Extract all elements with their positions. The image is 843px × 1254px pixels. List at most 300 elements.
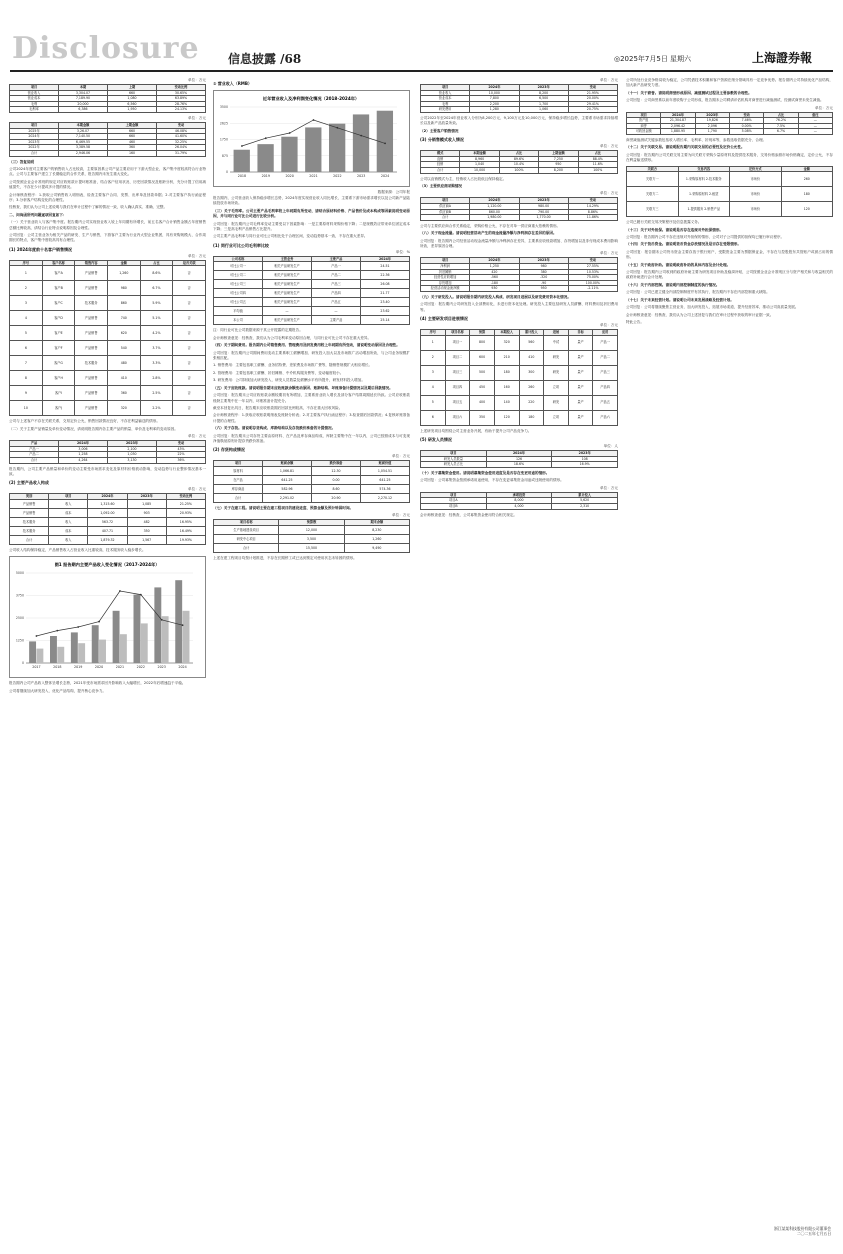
table-row	[10, 266, 206, 281]
table-cell: 8,200	[519, 90, 568, 96]
table-row	[627, 202, 833, 217]
table-cell: 410	[519, 350, 544, 365]
chart-1-svg	[10, 557, 205, 677]
table-caption: (1) 2024年度前十名客户销售情况	[9, 246, 72, 252]
table-cell: 产品二	[312, 271, 361, 280]
table-cell: 5	[10, 326, 43, 341]
line-point	[313, 119, 315, 121]
table-cell: 89.6%	[499, 156, 538, 162]
table-cell: 88.4%	[578, 156, 617, 162]
table-cell: 1,030	[108, 452, 157, 458]
table-cell: 成本	[49, 527, 88, 536]
table-header-cell: 累计投入	[552, 492, 618, 498]
table-header-cell: 2024年	[470, 198, 519, 204]
table-header-cell: 上期金额	[539, 151, 578, 157]
table-header-cell: 承诺投资	[486, 492, 552, 498]
table-cell: 23.40	[361, 298, 410, 307]
paragraph: 公司回复：公司主营业务为相关产品的研发、生产与销售，下游客户主要为行业内大型企业集团，具有采购规模大、合作周期长的特点，客户集中度较高具有合理性。	[9, 233, 206, 243]
paragraph: （3）主要供应商采购情况	[420, 183, 463, 188]
table-cell: 600	[470, 350, 495, 365]
paragraph: 二、问询函所列问题逐项回复如下：	[9, 212, 67, 217]
table-cell: 1,790	[695, 129, 729, 135]
table-header-cell: 占比	[499, 151, 538, 157]
table-cell: 4	[421, 380, 446, 395]
table-cell: 收入	[49, 536, 88, 545]
table-row	[627, 129, 833, 135]
table-header-cell: 公司名称	[214, 256, 263, 262]
table-cell: 生产基地建设项目	[214, 525, 279, 534]
table	[9, 440, 206, 463]
table-cell: 2,096.42	[661, 123, 695, 129]
table-cell: 21.25%	[166, 500, 205, 509]
table-cell: 10	[10, 401, 43, 416]
table-row	[10, 518, 206, 527]
table-cell: 经营性应收增加	[421, 275, 470, 281]
table-cell: 2022年	[10, 145, 59, 151]
paragraph: 公司将继续加大研发投入，优化产品结构，提升核心竞争力。	[9, 688, 107, 693]
table-cell: 930	[470, 286, 519, 292]
column-3	[420, 78, 618, 1240]
table-cell: 12,000	[279, 525, 344, 534]
table-cell: 950	[519, 286, 568, 292]
table-cell: 1,260	[344, 534, 409, 543]
table-header-cell: 主要产品	[312, 256, 361, 262]
bar	[183, 611, 190, 663]
paragraph: 会计师核查程序：1.获取应收账款明细表及账龄分析表；2.对主要客户执行函证程序；3.检查期后回款情况；4.复核坏账准备计提的合理性。	[213, 413, 410, 423]
table-cell: 合计	[421, 167, 460, 173]
table-cell: 项目B	[421, 503, 487, 509]
table-cell: 2,946.06	[59, 150, 108, 156]
table-cell: 1,258	[59, 452, 108, 458]
table-cell: 产品一	[312, 262, 361, 271]
table-cell: 毛利	[10, 101, 59, 107]
table-cell: 950	[539, 162, 578, 168]
table-unit: 单位：万元	[600, 78, 618, 82]
table-cell: 客户C	[42, 296, 75, 311]
x-tick-label: 2020	[94, 665, 104, 670]
table-unit: 单位：万元	[188, 78, 206, 82]
table-cell: 研发人员数量	[421, 456, 487, 462]
table-caption: (2) 存货构成情况	[213, 447, 245, 453]
table-header-cell: 占比	[578, 151, 617, 157]
table-cell: 3,304.07	[59, 90, 108, 96]
paragraph: 公司回复：报告期末公司存货主要由原材料、在产品及库存商品构成，库龄主要集中在一年以内，公司已按照成本与可变现净值孰低原则计提存货跌价准备。	[213, 433, 410, 443]
table-row	[10, 458, 206, 464]
table-cell: 8,230	[344, 525, 409, 534]
table-cell: 净利润	[421, 263, 470, 269]
paragraph: 公司回复：公司将继续聚焦主营业务，加大研发投入，拓展市场渠道，提升经营效率，推动公司高质量发展。	[626, 305, 799, 310]
table-header-cell: 2023年	[519, 85, 568, 91]
table-header-cell: 变动比例	[157, 85, 206, 91]
table	[626, 166, 833, 218]
table-cell: 1,250	[470, 263, 519, 269]
table-cell: 营业成本	[421, 96, 470, 102]
table-header-cell: 进展	[544, 330, 569, 336]
table-cell: 立项	[544, 410, 569, 425]
table-cell: 980.00	[519, 203, 568, 209]
bar	[162, 617, 169, 664]
table-cell: 5	[421, 395, 446, 410]
paragraph: （八）关于现金流量。请说明经营活动产生的现金流量净额与净利润存在差异的原因。	[420, 231, 557, 236]
table-header-cell: 期末余额	[344, 520, 409, 526]
table-header-cell: 2024年	[470, 258, 519, 264]
table-row	[214, 262, 410, 271]
table-cell: 否	[173, 311, 206, 326]
table-cell: 客户I	[42, 386, 75, 401]
paragraph: 公司以直销模式为主，经销收入占比较低且保持稳定。	[420, 176, 507, 181]
table-cell: 直销	[421, 156, 460, 162]
table-header-cell: 序号	[421, 330, 446, 336]
table-cell: 320	[494, 335, 519, 350]
table-header-cell: 变动	[568, 258, 617, 264]
x-tick-label: 2019	[73, 665, 83, 670]
table	[420, 150, 618, 173]
x-tick-label: 2022	[333, 174, 342, 178]
table-cell: 1,092.00	[88, 509, 127, 518]
table-cell: 客户J	[42, 401, 75, 416]
table	[420, 257, 618, 292]
table-cell: 407.71	[88, 527, 127, 536]
table-row	[10, 386, 206, 401]
table-header-cell: 2023年	[552, 451, 618, 457]
paragraph: （五）关于应收账款。请说明报告期末应收账款余额变动原因、账龄结构、坏账准备计提情况以及期后回款情况。	[213, 385, 393, 390]
table-cell: 客户D	[42, 311, 75, 326]
table-cell: 480	[107, 356, 140, 371]
table-row	[10, 371, 206, 386]
table-cell: 产品销售	[75, 341, 108, 356]
table-cell: 6,500	[519, 96, 568, 102]
table	[213, 460, 410, 503]
table-cell: 市场价	[730, 187, 782, 202]
table-cell: 1.提供服务 2.销售产品	[678, 202, 730, 217]
y-tick-label: 0	[225, 170, 228, 175]
paragraph: （十四）关于货币资金。请说明货币资金存放情况及是否存在受限情形。	[626, 242, 741, 247]
table-cell: 原材料	[214, 466, 263, 475]
x-tick-label: 2018	[53, 665, 62, 670]
table	[9, 260, 206, 417]
bar	[71, 633, 78, 664]
table-cell: 客户A	[42, 266, 75, 281]
x-tick-label: 2020	[285, 174, 294, 178]
line-point	[241, 145, 243, 147]
table-cell: 5,620	[552, 498, 618, 504]
table-cell: 量产	[568, 380, 593, 395]
table-header-cell: 销售内容	[75, 260, 108, 266]
paragraph: （十六）关于内部控制。请说明内部控制制度的执行情况。	[626, 282, 720, 287]
table-cell: 420	[470, 269, 519, 275]
table-cell: 26.08	[361, 280, 410, 289]
table-cell: 产品销售	[75, 266, 108, 281]
table-cell: 否	[173, 371, 206, 386]
table-cell: 36%	[157, 458, 206, 464]
table-cell: 41.60%	[157, 134, 206, 140]
table-cell: 574.36	[361, 484, 410, 493]
table-cell: 582.96	[263, 484, 312, 493]
table-cell: 毛利率	[10, 107, 59, 113]
chart-2-svg	[214, 91, 409, 186]
table-unit: 单位：人	[603, 444, 618, 449]
paragraph: 公司2024年度对主要客户的销售收入占比较高，主要原因系公司产品主要应用于下游大型企业，客户集中度较高符合行业特点。公司与主要客户建立了长期稳定的合作关系，报告期内未发生重大变化。	[9, 166, 206, 177]
table-cell: 产品销售	[75, 386, 108, 401]
line-point	[336, 127, 338, 129]
table-cell: 160	[494, 380, 519, 395]
table-cell: 项目三	[445, 365, 470, 380]
table-cell: 14.29%	[568, 203, 617, 209]
table-cell: 660	[108, 134, 157, 140]
table-cell: 660	[108, 90, 157, 96]
bar	[99, 640, 106, 663]
table-cell: 7.5%	[764, 123, 798, 129]
table-cell: 毛利	[421, 101, 470, 107]
table-cell: 资产组	[627, 118, 661, 124]
paragraph: 公司与上述客户不存在关联关系，交易定价公允，销售回款情况良好，不存在利益输送的情形。	[9, 419, 160, 424]
paragraph: （二）关于主要产品销量及单价变动情况，请说明报告期内各主要产品的销量、单价及毛利率的变动原因。	[9, 426, 178, 431]
column-2	[213, 78, 410, 1240]
bar	[113, 611, 120, 663]
table-cell: 项目四	[445, 380, 470, 395]
table-cell: 研发	[544, 365, 569, 380]
table-cell: 客户B	[42, 281, 75, 296]
table-cell: 2,200	[470, 101, 519, 107]
paragraph: （十）关于募集资金使用。请说明募集资金使用进度及是否存在变更用途的情形。	[420, 470, 550, 475]
table-cell: 4,264	[59, 458, 108, 464]
table-cell: 量产	[568, 350, 593, 365]
table-cell: 客户G	[42, 356, 75, 371]
table-cell: 客户F	[42, 341, 75, 356]
table-row	[627, 187, 833, 202]
table-cell: 客户H	[42, 371, 75, 386]
line-point	[119, 591, 121, 593]
bar	[234, 150, 250, 172]
paragraph: 报告期内，公司营业收入保持稳步增长态势，2024年度实现营业收入同比增长，主要系下游市场需求增长以及公司新产品陆续投放市场所致。	[213, 196, 410, 206]
paragraph: 公司与主要供应商合作关系稳定，采购价格公允，不存在对单一供应商重大依赖的情形。	[420, 223, 561, 228]
table-cell: 1,770.00	[519, 215, 568, 221]
table-cell: 11.6%	[578, 162, 617, 168]
bar	[78, 644, 85, 664]
table-cell: 合计	[10, 150, 59, 156]
table-cell: 6,560	[108, 101, 157, 107]
table-cell: 6,469.55	[59, 139, 108, 145]
table-cell: 供应商B	[421, 209, 470, 215]
table-cell: 产品二	[10, 452, 59, 458]
bar	[120, 635, 127, 664]
table-cell: 相关产品研发生产	[263, 298, 312, 307]
bar	[29, 642, 36, 664]
table-cell: -180	[470, 280, 519, 286]
table-cell: 180	[781, 187, 833, 202]
table-header-cell: 2024年	[361, 256, 410, 262]
table-header-cell: 金额	[781, 166, 833, 172]
line-point	[98, 621, 100, 623]
table-cell: 相关产品研发生产	[263, 316, 312, 325]
table-cell: 260	[519, 380, 544, 395]
table-row	[214, 466, 410, 475]
table-header-row	[421, 492, 618, 498]
table-cell: 126	[486, 456, 552, 462]
table-cell: 合计	[214, 543, 279, 552]
table-cell: 15,500	[279, 543, 344, 552]
table-caption: (1) 同行业可比公司毛利率比较	[213, 242, 269, 248]
table-cell: 项目A	[421, 498, 487, 504]
table-row	[10, 107, 206, 113]
table-cell: 研发人员占比	[421, 462, 487, 468]
paragraph: 会计师核查意见：经核查，我们认为公司上述回复与我们在审计过程中获取的审计证据一致。	[626, 312, 774, 317]
table-row	[421, 167, 618, 173]
table-cell: 8	[10, 371, 43, 386]
x-tick-label: 2017	[32, 665, 41, 670]
table	[213, 256, 410, 326]
table-cell: 3,006	[59, 446, 108, 452]
table-cell: 产品二	[593, 350, 618, 365]
table-unit: 单位：万元	[392, 513, 410, 518]
line-point	[265, 137, 267, 139]
line-point	[360, 135, 362, 137]
chart-1	[9, 556, 206, 678]
table-cell: 380	[519, 269, 568, 275]
table-cell: 16.9%	[552, 462, 618, 468]
table-header-cell: 账面余额	[263, 461, 312, 467]
table-cell: 8,200	[539, 167, 578, 173]
table-cell: 否	[173, 296, 206, 311]
table-cell: 相关产品研发生产	[263, 271, 312, 280]
table-unit: 单位：万元	[600, 191, 618, 196]
table-cell: 项目五	[445, 395, 470, 410]
paragraph: （七）关于在建工程。请说明主要在建工程项目的建设进度、预算金额及预计转固时间。	[213, 505, 354, 510]
table-row	[421, 350, 618, 365]
table-cell: 技术服务	[75, 296, 108, 311]
table-cell: 产品三	[312, 280, 361, 289]
table-cell: 2.2%	[140, 401, 173, 416]
table-header-cell: 占比	[140, 260, 173, 266]
table-cell: 经营活动现金流净额	[421, 286, 470, 292]
table-unit: 单位：万元	[188, 253, 206, 258]
table-cell: 产品五	[593, 395, 618, 410]
table-cell: 20,000	[59, 101, 108, 107]
table-cell: 7,250	[539, 156, 578, 162]
paragraph: 公司回复：报告期内公司研发投入全部费用化，未进行资本化处理。研发投入主要包括研发人员薪酬、材料费用及折旧费用等。	[420, 302, 618, 312]
table-cell: 16.95%	[166, 518, 205, 527]
paragraph: 公司收入结构保持稳定，产品销售收入占营业收入比重较高，技术服务收入稳步增长。	[9, 548, 146, 552]
table-cell: 量产	[568, 410, 593, 425]
table-cell: 11.86%	[568, 215, 617, 221]
table	[9, 493, 206, 545]
table-cell: 7.46%	[729, 118, 763, 124]
table-cell: 10.4%	[499, 162, 538, 168]
table-unit: 单位：%	[395, 249, 410, 254]
table-cell: 客户E	[42, 326, 75, 341]
table-header-cell: 本期投入	[494, 330, 519, 336]
table-cell: 10,000	[470, 90, 519, 96]
table-row	[421, 365, 618, 380]
table-cell: 21,304.87	[661, 118, 695, 124]
table-cell: 9	[10, 386, 43, 401]
table-cell: 21.77	[361, 289, 410, 298]
table-row	[10, 326, 206, 341]
table-unit: 单位：万元	[188, 487, 206, 492]
table-cell: 20.75%	[568, 107, 617, 113]
table-header-cell: 变动比例	[166, 494, 205, 500]
paragraph: 经核查，我们认为公司上述说明与我们在审计过程中了解的情况一致，收入确认真实、准确、完整。	[9, 205, 168, 210]
table-row	[214, 307, 410, 316]
table-cell: 20.00%	[568, 96, 617, 102]
table-cell: 46.08%	[157, 128, 206, 134]
table-header-cell: 项目	[421, 198, 470, 204]
table-header-cell: 占比	[764, 112, 798, 118]
table-cell: 立项	[544, 380, 569, 395]
y-tick-label: 3500	[219, 105, 228, 110]
table-cell: 19,826	[695, 118, 729, 124]
paragraph: （十三）关于对外担保。请说明是否存在违规对外担保情形。	[626, 227, 724, 232]
table-cell: 28.76%	[157, 101, 206, 107]
table-row	[214, 493, 410, 502]
table-cell: 供应商A	[421, 203, 470, 209]
paragraph: 报告期内，公司主要产品销量和单价的变动主要受市场需求变化及原材料价格波动影响，变动趋势与行业整体情况基本一致。	[9, 466, 206, 476]
table-cell: 800	[470, 335, 495, 350]
x-tick-label: 2018	[237, 174, 247, 178]
table-header-cell: 上期	[108, 85, 157, 91]
table-cell: 合计	[10, 536, 49, 545]
paragraph: （十二）关于关联交易。请说明报告期内关联交易的必要性及定价公允性。	[626, 145, 745, 150]
table-cell: 营业收入	[421, 90, 470, 96]
table-cell: 360	[108, 145, 157, 151]
table-header-cell: 2023年	[519, 198, 568, 204]
table-unit: 单位：万元	[600, 323, 618, 328]
table-cell: 可比公司五	[214, 298, 263, 307]
table-cell: 否	[173, 281, 206, 296]
line-point	[289, 132, 291, 134]
table-row	[214, 316, 410, 325]
table-cell: 2,291.02	[263, 493, 312, 502]
table-cell: 350	[127, 527, 166, 536]
table-cell: 产品销售	[10, 500, 49, 509]
table-cell: 产品六	[593, 410, 618, 425]
table-cell: 可比公司一	[214, 262, 263, 271]
table-cell: 350	[470, 410, 495, 425]
table-cell: 108	[552, 456, 618, 462]
paragraph: 会计师核查程序：1.获取公司销售收入明细表，检查主要客户合同、发票、出库单及回款单据；2.对主要客户执行函证程序；3.分析客户结构变化的合理性。	[9, 192, 206, 202]
table-cell: 产品四	[312, 289, 361, 298]
table-cell: 740	[107, 311, 140, 326]
table-header-cell: 关联方	[627, 166, 679, 172]
table-row	[421, 286, 618, 292]
chart-heading: ② 营业收入（RMB）	[213, 81, 252, 86]
issue-date: ◎2025年7月5日 星期六	[614, 55, 692, 63]
table-cell: 7,189.90	[59, 96, 108, 102]
table-header-cell: 项目	[421, 492, 487, 498]
table-caption: (2) 主要产品收入构成	[9, 480, 49, 486]
table-cell: 本公司	[214, 316, 263, 325]
line-point	[140, 594, 142, 596]
paragraph: 公司回复：公司商誉系以前年度收购子公司形成，报告期末公司聘请评估机构对商誉进行减值测试，经测试商誉未发生减值。	[626, 98, 824, 103]
table-cell: —	[263, 307, 312, 316]
table-cell: -560	[470, 275, 519, 281]
table-cell: 2	[421, 350, 446, 365]
table-cell: 收入	[49, 500, 88, 509]
column-1	[9, 78, 206, 1240]
table-row	[10, 536, 206, 545]
table-cell: 641.25	[263, 475, 312, 484]
paragraph: （六）关于存货。请说明存货构成、库龄结构以及存货跌价准备的计提情况。	[213, 426, 336, 431]
paragraph: 公司主要产品毛利率与同行业可比公司相比处于合理区间，变动趋势基本一致，不存在重大差异。	[213, 234, 368, 239]
table-cell: 220	[519, 395, 544, 410]
table-cell: 19.93%	[166, 536, 205, 545]
table-row	[10, 401, 206, 416]
table-header-cell: 本期金额	[59, 122, 108, 128]
table-header-cell: 跌价准备	[312, 461, 361, 467]
table-cell: 12.30	[312, 466, 361, 475]
table-cell: 3,389.58	[59, 145, 108, 151]
table-header-cell: 备注	[798, 112, 832, 118]
